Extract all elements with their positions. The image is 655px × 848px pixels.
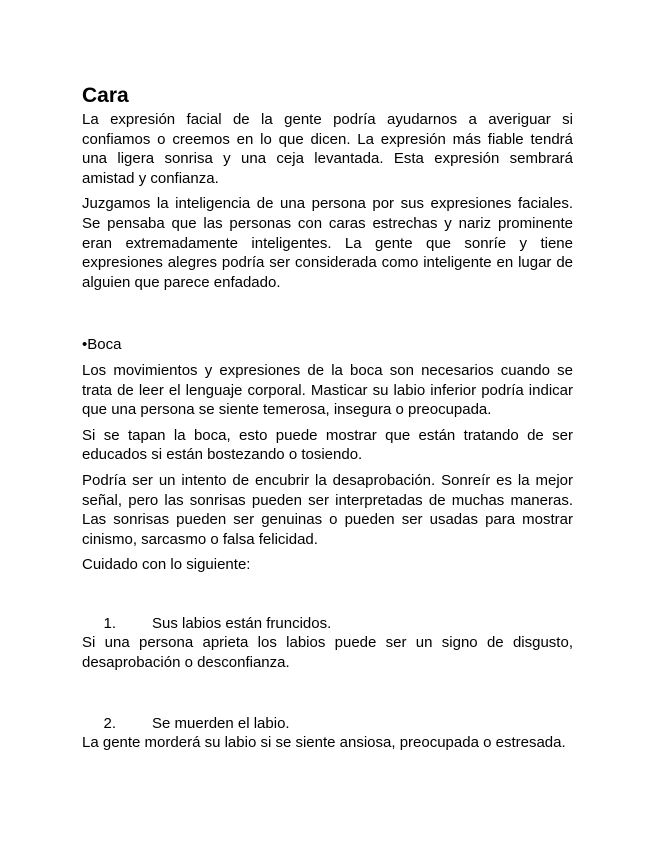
list-item-title: Sus labios están fruncidos. — [152, 614, 332, 632]
cara-paragraph: La expresión facial de la gente podría ayudarnos a averiguar si confiamos o creemos en lo que dicen. La expresión más fiable tendrá una ligera sonrisa y una ceja levantada. Esta expresión sembrará amistad y confianza. — [82, 111, 573, 187]
boca-paragraph: Si se tapan la boca, esto puede mostrar que están tratando de ser educados si están bostezando o tosiendo. — [82, 426, 573, 464]
list-item — [82, 614, 573, 634]
cara-paragraph: Juzgamos la inteligencia de una persona por sus expresiones faciales. Se pensaba que las personas con caras estrechas y nariz prominente eran extremadamente inteligentes. La gente que sonríe y tiene expresiones alegres podría ser considerada como inteligente en lugar de alguien que parece enfadado. — [82, 195, 573, 291]
list-item-description: Si una persona aprieta los labios puede ser un signo de disgusto, desaprobación o desconfianza. — [82, 634, 573, 672]
list-item — [82, 714, 573, 734]
caution-line: Cuidado con lo siguiente: — [82, 556, 251, 574]
document-page — [82, 84, 573, 753]
list-item-title: Se muerden el labio. — [152, 714, 290, 732]
list-number: 2. — [103, 714, 116, 732]
list-number: 1. — [103, 614, 116, 632]
list-item-description: La gente morderá su labio si se siente ansiosa, preocupada o estresada. — [82, 734, 566, 752]
section-heading-boca: •Boca — [82, 336, 122, 354]
boca-paragraph: Podría ser un intento de encubrir la desaprobación. Sonreír es la mejor señal, pero las sonrisas pueden ser interpretadas de muchas maneras. Las sonrisas pueden ser genuinas o pueden ser usadas para mostrar cinismo, sarcasmo o falsa felicidad. — [82, 471, 573, 548]
boca-paragraph: Los movimientos y expresiones de la boca son necesarios cuando se trata de leer el lenguaje corporal. Masticar su labio inferior podría indicar que una persona se siente temerosa, insegura o preocupada. — [82, 361, 573, 419]
page-title: Cara — [82, 84, 129, 107]
